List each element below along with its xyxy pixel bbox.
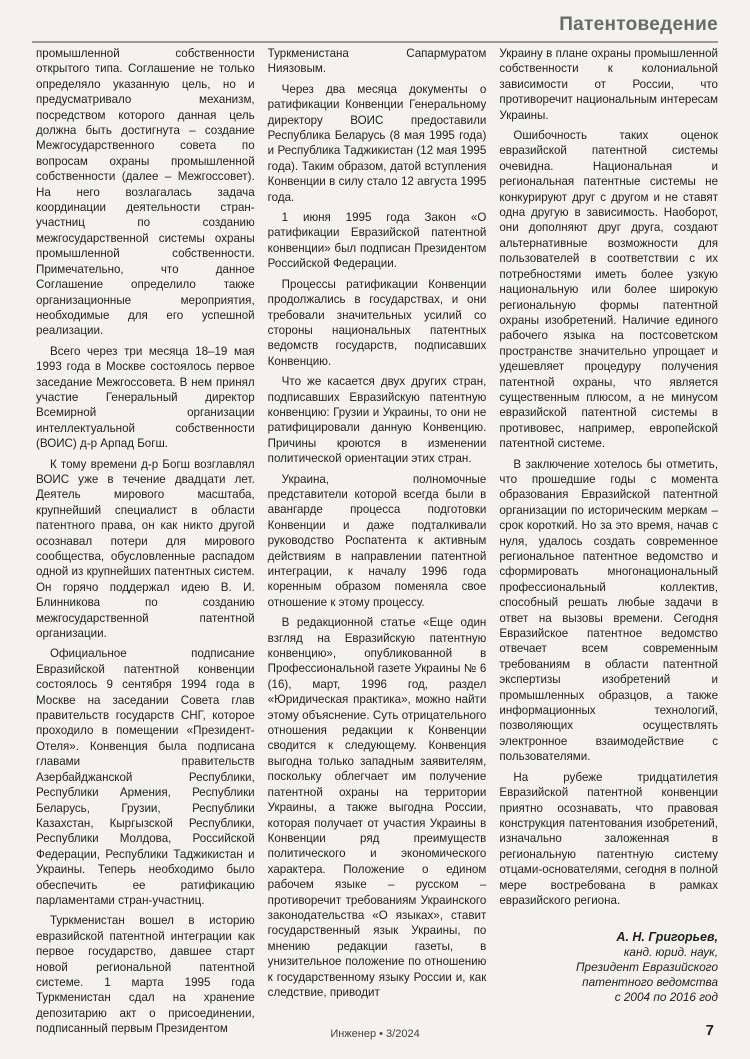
header-divider: [32, 41, 718, 43]
paragraph: В редакционной статье «Еще один взгляд на Евразийскую патентную конвенцию», опубликованной в Профессиональной газете Украины № 6 (16), март, 1996 год, раздел «Юридическая практика», можно найти этому объяснение. Суть отрицательного отношения редакции к Конвенции сводится к следующему. Конвенция выгодна только западным заявителям, поскольку облегчает им получение патентной охраны на территории Украины, а также выгодна России, которая получает от участия Украины в Конвенции ряд преимуществ политического и экономического характера. Положение о едином рабочем языке – русском – противоречит требованиям Украинского законодательства «О языках», ставит государственный язык Украины, по мнению редакции газеты, в унизительное положение по отношению к государственному языку России и, как следствие, приводит: [267, 616, 487, 999]
paragraph: промышленной собственности открытого типа. Соглашение не только определяло указанную цель, но и предусматривало механизм, посредством которого данная цель должна быть достигнута – создание Межгосударственного совета по вопросам охраны промышленной собственности (далее – Межгоссовет). На него возлагалась задача координации деятельности стран-участниц по созданию межгосударственной системы охраны промышленной собственности. Примечательно, что данное Соглашение определило также организационные мероприятия, необходимые для его успешной реализации.: [36, 47, 255, 338]
author-credential-line: канд. юрид. наук,: [623, 945, 719, 960]
paragraph: Ошибочность таких оценок евразийской патентной системы очевидна. Национальная и региональная патентные системы не конкурируют друг с другом и не ставят одна другую в зависимость. Наоборот, они дополняют друг друга, создают альтернативные возможности для пользователей в соответствии с их потребностями иметь более узкую национальную или более широкую региональную формы патентной охраны изобретений. Наличие единого рабочего языка на постсоветском пространстве значительно упрощает и удешевляет процедуру получения патентной охраны, что является существенным плюсом, а не минусом евразийской патентной системы в противовес, например, европейской патентной системе.: [499, 129, 719, 451]
paragraph: На рубеже тридцатилетия Евразийской патентной конвенции приятно осознавать, что правовая конструкция патентования изобретений, изначально заложенная в региональную патентную систему отцами-основателями, сегодня в полной мере востребована в рамках евразийского региона.: [499, 770, 719, 907]
text-column-2: [267, 46, 487, 999]
paragraph: Туркменистана Сапармуратом Ниязовым.: [267, 47, 487, 76]
author-credential-line: патентного ведомства: [582, 975, 719, 990]
paragraph: Украина, полномочные представители которой всегда были в авангарде процесса подготовки Конвенции и даже подталкивали руководство Роспатента к активным действиям в направлении патентной интеграции, к началу 1996 года коренным образом поменяла свое отношение к этому процессу.: [267, 472, 487, 609]
page-number: 7: [705, 1022, 714, 1039]
paragraph: Всего через три месяца 18–19 мая 1993 года в Москве состоялось первое заседание Межгоссовета. В нем принял участие Генеральный директор Всемирной организации интеллектуальной собственности (ВОИС) д-р Арпад Богш.: [36, 344, 255, 451]
paragraph: Официальное подписание Евразийской патентной конвенции состоялось 9 сентября 1994 года в Москве на заседании Совета глав правительств государств СНГ, которое проходило в помещении «Президент-Отеля». Конвенция была подписана главами правительств Азербайджанской Республики, Республики Армения, Республики Беларусь, Грузии, Республики Казахстан, Кыргызской Республики, Республики Молдова, Российской Федерации, Республики Таджикистан и Украины. Теперь необходимо было обеспечить ее ратификацию парламентами стран-участниц.: [36, 647, 255, 907]
paragraph: Через два месяца документы о ратификации Конвенции Генеральному директору ВОИС предоставили Республика Беларусь (8 мая 1995 года) и Республика Таджикистан (12 мая 1995 года). Таким образом, датой вступления Конвенции в силу стало 12 августа 1995 года.: [267, 82, 487, 204]
author-credential-line: с 2004 по 2016 год: [614, 990, 719, 1005]
section-title: Патентоведение: [559, 14, 718, 35]
paragraph: Туркменистан вошел в историю евразийской патентной интеграции как первое государство, давшее старт новой региональной патентной системе. 1 марта 1995 года Туркменистан сдал на хранение депозитарию акт о присоединении, подписанный первым Президентом: [36, 914, 255, 1036]
author-credential-line: Президент Евразийского: [575, 960, 719, 975]
paragraph: 1 июня 1995 года Закон «О ратификации Евразийской патентной конвенции» был подписан Президентом Российской Федерации.: [267, 211, 487, 271]
paragraph: К тому времени д-р Богш возглавлял ВОИС уже в течение двадцати лет. Деятель мирового масштаба, крупнейший специалист в области патентного права, он как никто другой осознавал потери для мирового сообщества, обусловленные распадом одной из крупнейших патентных систем. Он горячо поддержал идею В. И. Блинникова по созданию межгосударственной патентной организации.: [36, 457, 255, 641]
paragraph: Что же касается двух других стран, подписавших Евразийскую патентную конвенцию: Грузии и Украины, то они не ратифицировали данную Конвенцию. Причины кроются в изменении политической ориентации этих стран.: [267, 375, 487, 466]
paragraph: В заключение хотелось бы отметить, что прошедшие годы с момента образования Евразийской патентной организации по историческим меркам – срок короткий. Но за это время, начав с нуля, удалось создать современное региональное патентное ведомство и сформировать многонациональный профессиональный коллектив, способный решать любые задачи в ответ на вызовы времени. Сегодня Евразийское патентное ведомство отвечает всем современным требованиям в области патентной экспертизы изобретений и промышленных образцов, а также информационных технологий, позволяющих осуществлять электронное взаимодействие с пользователями.: [499, 457, 719, 764]
journal-issue: Инженер • 3/2024: [330, 1028, 420, 1040]
author-name: А. Н. Григорьев,: [616, 930, 719, 945]
text-column-3: [499, 46, 719, 1005]
text-column-1: [36, 46, 255, 1036]
paragraph: Украину в плане охраны промышленной собственности к колониальной зависимости от России, что противоречит национальным интересам Украины.: [499, 47, 719, 122]
author-signature: [499, 930, 718, 1005]
paragraph: Процессы ратификации Конвенции продолжались в государствах, и они требовали значительных усилий со стороны национальных патентных ведомств государств, подписавших Конвенцию.: [267, 277, 487, 368]
